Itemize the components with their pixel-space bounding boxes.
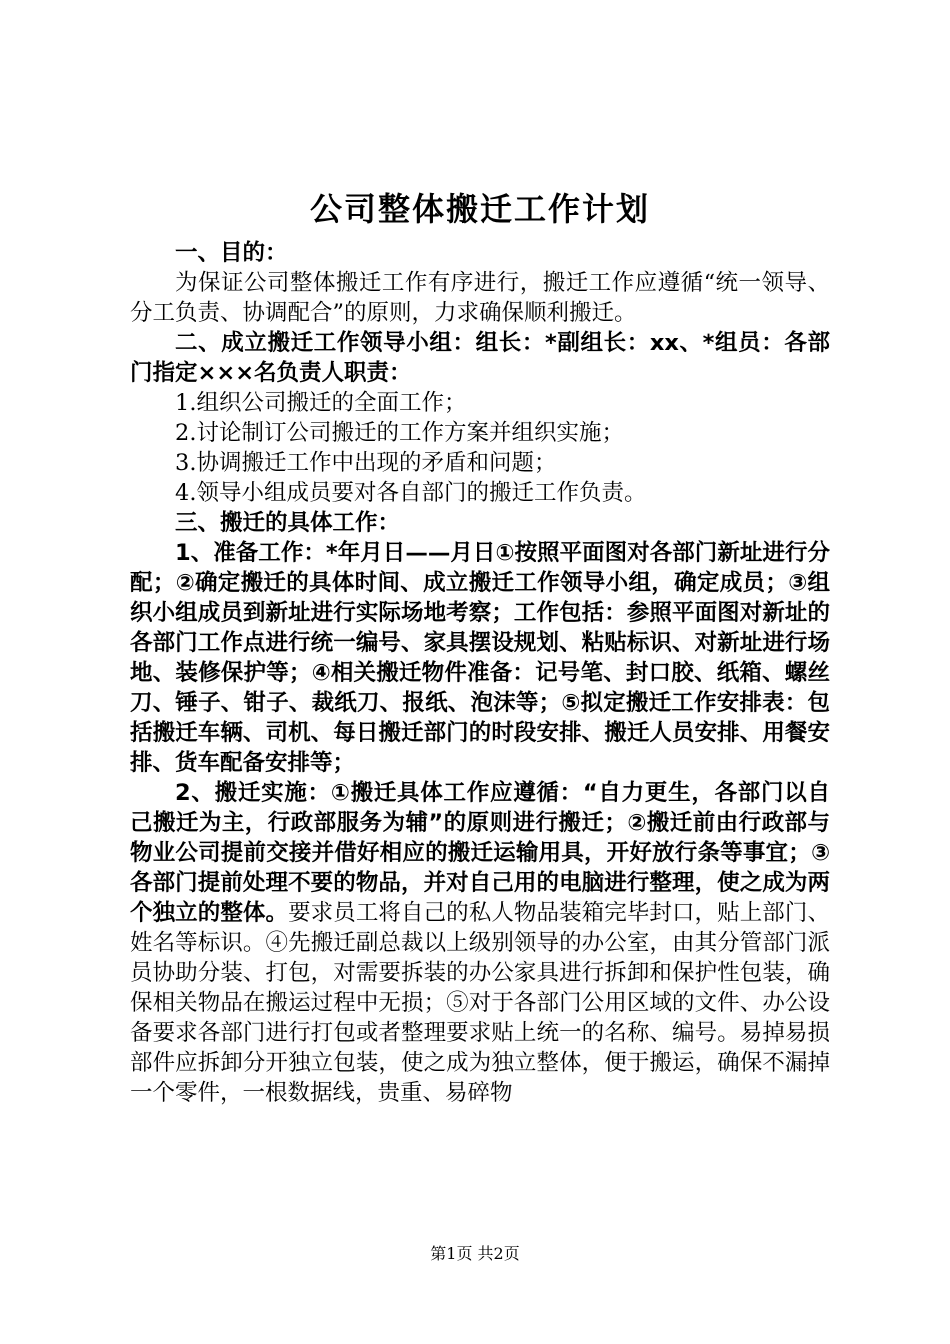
section-heading-leadership-group: 二、成立搬迁工作领导小组：组长：*副组长：xx、*组员：各部门指定×××名负责人职责： [130, 330, 830, 386]
document-page [130, 186, 830, 1108]
implementation-regular-text: 要求员工将自己的私人物品装箱完毕封口，贴上部门、姓名等标识。④先搬迁副总裁以上级别领导的办公室，由其分管部门派员协助分装、打包，对需要拆装的办公家具进行拆卸和保护性包装，确保相关物品在搬运过程中无损；⑤对于各部门公用区域的文件、办公设备要求各部门进行打包或者整理要求贴上统一的名称、编号。易掉易损部件应拆卸分开独立包装，使之成为独立整体，便于搬运，确保不漏掉一个零件，一根数据线，贵重、易碎物 [130, 900, 830, 1106]
document-title: 公司整体搬迁工作计划 [309, 190, 650, 228]
duty-item: 2.讨论制订公司搬迁的工作方案并组织实施； [175, 420, 624, 446]
paragraph-implementation [130, 778, 830, 1108]
duty-item: 4.领导小组成员要对各自部门的搬迁工作负责。 [175, 480, 647, 506]
duty-item: 1.组织公司搬迁的全面工作； [175, 390, 467, 416]
page-footer: 第1页 共2页 [430, 1244, 520, 1263]
paragraph-preparation-work: 1、准备工作：*年月日——月日①按照平面图对各部门新址进行分配；②确定搬迁的具体时间、成立搬迁工作领导小组，确定成员；③组织小组成员到新址进行实际场地考察；工作包括：参照平面图对新址的各部门工作点进行统一编号、家具摆设规划、粘贴标识、对新址进行场地、装修保护等；④相关搬迁物件准备：记号笔、封口胶、纸箱、螺丝刀、锤子、钳子、裁纸刀、报纸、泡沫等；⑤拟定搬迁工作安排表：包括搬迁车辆、司机、每日搬迁部门的时段安排、搬迁人员安排、用餐安排、货车配备安排等； [130, 540, 830, 776]
section-heading-specific-work: 三、搬迁的具体工作： [175, 510, 401, 536]
section-heading-purpose: 一、目的： [175, 240, 288, 266]
paragraph-purpose: 为保证公司整体搬迁工作有序进行，搬迁工作应遵循“统一领导、分工负责、协调配合”的原则，力求确保顺利搬迁。 [130, 270, 830, 326]
implementation-bold-text: 2、搬迁实施：①搬迁具体工作应遵循：“自力更生，各部门以自己搬迁为主，行政部服务为辅”的原则进行搬迁；②搬迁前由行政部与物业公司提前交接并借好相应的搬迁运输用具，开好放行条等事宜；③各部门提前处理不要的物品，并对自己用的电脑进行整理，使之成为两个独立的整体。 [130, 780, 830, 926]
duty-item: 3.协调搬迁工作中出现的矛盾和问题； [175, 450, 557, 476]
